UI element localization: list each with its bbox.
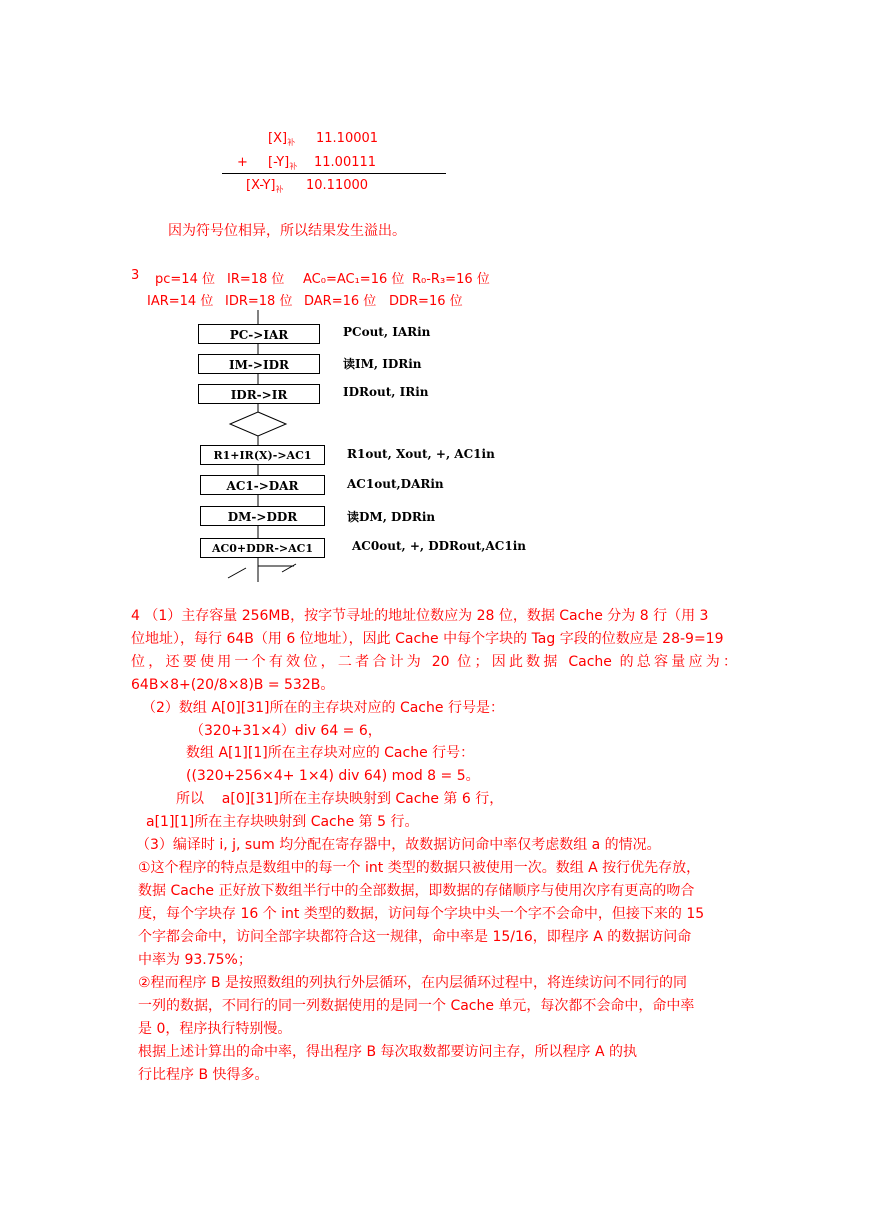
q4-p3-line2: ①这个程序的特点是数组中的每一个 int 类型的数据只被使用一次。数组 A 按行优先存放， <box>138 860 701 876</box>
subscript: 补 <box>275 185 284 194</box>
flow-step-idr-ir: IDR->IR <box>198 384 320 404</box>
q4-p3-line9: 是 0，程序执行特别慢。 <box>138 1021 292 1037</box>
reg-dar: DAR=16 位 <box>304 294 377 309</box>
q4-p1-line3: 位，还要使用一个有效位，二者合计为 20 位；因此数据 Cache 的总容量应为： <box>131 654 737 670</box>
signal-dm-ddr: 读DM, DDRin <box>347 510 436 524</box>
q4-p2-line5: 所以 a[0][31]所在主存块映射到 Cache 第 6 行， <box>176 791 504 807</box>
reg-pc: pc=14 位 <box>155 272 215 287</box>
reg-iar: IAR=14 位 <box>147 294 214 309</box>
decision-diamond <box>230 412 286 436</box>
q4-p1-line1: 4 （1）主存容量 256MB，按字节寻址的地址位数应为 28 位，数据 Cache 分为 8 行（用 3 <box>131 608 709 624</box>
flow-step-pc-iar: PC->IAR <box>198 324 320 344</box>
reg-ddr: DDR=16 位 <box>389 294 463 309</box>
calc-row3: $[X-Y]_补$ <box>246 178 284 194</box>
q4-p3-line7: ②程而程序 B 是按照数组的列执行外层循环，在内层循环过程中，将连续访问不同行的同 <box>138 975 688 991</box>
subscript: 补 <box>287 138 296 147</box>
q4-p2-line2: （320+31×4）div 64 = 6， <box>190 723 382 739</box>
q4-p2-line6: a[1][1]所在主存块映射到 Cache 第 5 行。 <box>146 814 419 830</box>
plus-sign: + <box>237 155 248 170</box>
overflow-conclusion: 因为符号位相异，所以结果发生溢出。 <box>168 223 406 239</box>
q4-p3-line6: 中率为 93.75%； <box>138 952 252 968</box>
reg-ac: AC₀=AC₁=16 位 <box>303 272 405 287</box>
subscript: 补 <box>289 162 298 171</box>
signal-r1-ac1: R1out, Xout, +, AC1in <box>347 447 495 461</box>
flow-step-r1-ac1: R1+IR(X)->AC1 <box>200 445 325 465</box>
q4-p2-line1: （2）数组 A[0][31]所在的主存块对应的 Cache 行号是： <box>142 700 504 716</box>
calc-row2: $[-Y]_补$ <box>268 155 298 171</box>
flow-step-dm-ddr: DM->DDR <box>200 506 325 526</box>
signal-pc-iar: PCout, IARin <box>343 325 431 339</box>
calc-row3-value: 10.11000 <box>306 178 369 193</box>
signal-ac0-ddr: AC0out, +, DDRout,AC1in <box>352 539 526 553</box>
q4-p3-line4: 度，每个字块存 16 个 int 类型的数据，访问每个字块中头一个字不会命中，但接下来的 15 <box>138 906 705 922</box>
reg-r: R₀-R₃=16 位 <box>412 272 490 287</box>
reg-idr: IDR=18 位 <box>225 294 293 309</box>
flow-step-ac0-ddr: AC0+DDR->AC1 <box>200 538 325 558</box>
q4-p1-line4: 64B×8+(20/8×8)B = 532B。 <box>131 677 335 693</box>
calc-row1-value: 11.10001 <box>316 131 379 146</box>
q4-p3-line11: 行比程序 B 快得多。 <box>138 1067 269 1083</box>
calc-row1: $[X]_补$ <box>268 131 296 147</box>
signal-im-idr: 读IM, IDRin <box>343 357 422 371</box>
q4-p3-line10: 根据上述计算出的命中率，得出程序 B 每次取数都要访问主存，所以程序 A 的执 <box>138 1044 637 1060</box>
calc-row2-value: 11.00111 <box>314 155 377 170</box>
flow-step-ac1-dar: AC1->DAR <box>200 475 325 495</box>
q4-p3-line3: 数据 Cache 正好放下数组半行中的全部数据，即数据的存储顺序与使用次序有更高的吻合 <box>138 883 695 899</box>
q4-p3-line5: 个字都会命中，访问全部字块都符合这一规律，命中率是 15/16，即程序 A 的数据访问命 <box>138 929 692 945</box>
q4-p2-line4: ((320+256×4+ 1×4) div 64) mod 8 = 5。 <box>186 768 480 784</box>
reg-ir: IR=18 位 <box>227 272 285 287</box>
signal-ac1-dar: AC1out,DARin <box>347 477 444 491</box>
signal-idr-ir: IDRout, IRin <box>343 385 429 399</box>
q4-p3-line8: 一列的数据，不同行的同一列数据使用的是同一个 Cache 单元，每次都不会命中，命中率 <box>138 998 695 1014</box>
flow-step-im-idr: IM->IDR <box>198 354 320 374</box>
q3-number: 3 <box>131 268 140 283</box>
q4-p1-line2: 位地址），每行 64B（用 6 位地址），因此 Cache 中每个字块的 Tag 字段的位数应是 28-9=19 <box>131 631 724 647</box>
q4-p2-line3: 数组 A[1][1]所在主存块对应的 Cache 行号： <box>186 745 475 761</box>
q4-p3-line1: （3）编译时 i, j, sum 均分配在寄存器中，故数据访问命中率仅考虑数组 a 的情况。 <box>136 837 661 853</box>
